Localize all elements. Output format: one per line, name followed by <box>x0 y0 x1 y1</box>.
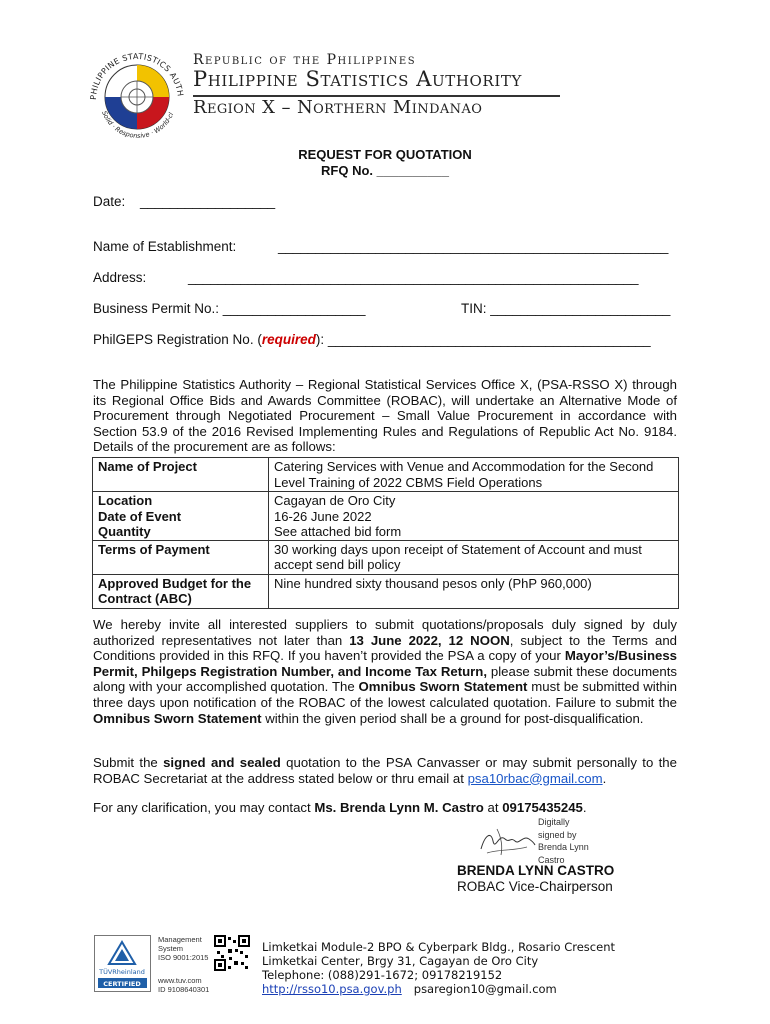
footer-email: psaregion10@gmail.com <box>413 982 557 996</box>
omnibus-statement-1: Omnibus Sworn Statement <box>358 679 528 695</box>
detail-value: 30 working days upon receipt of Statement of Account and must accept send bill policy <box>269 540 679 574</box>
signatory-role: ROBAC Vice-Chairperson <box>457 879 613 894</box>
tin-field: TIN: ________________________ <box>461 301 671 316</box>
signed-sealed: signed and sealed <box>163 755 281 770</box>
msys-line-3: ISO 9001:2015 <box>158 953 209 962</box>
digital-signature-note <box>538 816 589 866</box>
para2-text-3: please submit these documents along with your accomplished quotation. The <box>93 663 677 695</box>
philgeps-prefix: PhilGEPS Registration No. ( <box>93 332 262 347</box>
para4-text-2: at <box>483 800 503 815</box>
detail-value-date: 16-26 June 2022 <box>274 508 372 524</box>
invitation-paragraph <box>93 617 677 726</box>
seal-text-bottom: Solid · Responsive · World-cl <box>100 109 176 140</box>
seal-text-top: PHILIPPINE STATISTICS AUTH <box>88 51 185 101</box>
para3-text-2: quotation to the PSA Canvasser or may submit personally to the ROBAC Secretariat at the address stated below or thru email at <box>93 755 677 786</box>
sig-note-line-1: Digitally <box>538 817 570 827</box>
detail-value <box>269 492 679 541</box>
detail-value: Nine hundred sixty thousand pesos only (PhP 960,000) <box>269 574 679 608</box>
table-row <box>93 458 679 492</box>
management-system-info <box>158 935 213 994</box>
procurement-details-table <box>92 457 679 609</box>
philgeps-field <box>93 332 651 347</box>
required-documents: Mayor’s/Business Permit, Philgeps Registration Number, and Income Tax Return, <box>93 648 677 679</box>
sig-note-line-3: Brenda Lynn <box>538 842 589 852</box>
detail-label-quantity: Quantity <box>98 524 151 539</box>
para3-text-3: . <box>602 770 607 786</box>
address-label: Address: <box>93 270 147 285</box>
para2-text-1: We hereby invite all interested suppliers to submit quotations/proposals duly signed by duly authorized representatives not later than <box>93 617 677 648</box>
para3-text-1: Submit the <box>93 755 164 770</box>
robac-email-link[interactable]: psa10rbac@gmail.com <box>467 770 603 786</box>
required-marker: required <box>261 332 316 347</box>
signatory-name: BRENDA LYNN CASTRO <box>457 863 615 878</box>
rfq-number: RFQ No. __________ <box>321 163 449 178</box>
omnibus-statement-2: Omnibus Sworn Statement <box>93 710 262 726</box>
table-row <box>93 574 679 608</box>
table-row <box>93 492 679 541</box>
detail-label <box>93 492 269 541</box>
document-title: REQUEST FOR QUOTATION <box>298 147 472 162</box>
footer-contact-line <box>262 982 557 996</box>
footer-phone: Telephone: (088)291-1672; 09178219152 <box>262 968 503 982</box>
detail-label-date: Date of Event <box>98 508 182 524</box>
deadline: 13 June 2022, 12 NOON <box>349 632 510 648</box>
establishment-blank: ____________________________________________________ <box>278 239 669 254</box>
contact-name: Ms. Brenda Lynn M. Castro <box>314 800 484 815</box>
header-republic: Republic of the Philippines <box>193 52 417 68</box>
para4-text-1: For any clarification, you may contact <box>93 800 315 815</box>
msys-line-5: ID 9108640301 <box>158 985 210 994</box>
msys-line-2: System <box>158 944 184 953</box>
detail-value: Catering Services with Venue and Accommodation for the Second Level Training of 2022 CBMS Field Operations <box>269 458 679 492</box>
msys-line-1: Management <box>158 935 202 944</box>
website-link[interactable]: http://rsso10.psa.gov.ph <box>262 982 402 996</box>
para2-text-2: , subject to the Terms and Conditions provided in this RFQ. If you haven’t provided the PSA a copy of your <box>93 632 677 664</box>
msys-line-4: www.tuv.com <box>158 976 202 985</box>
contact-paragraph <box>93 800 677 816</box>
header-agency: Philippine Statistics Authority <box>193 67 522 91</box>
date-label: Date: <box>93 194 126 209</box>
business-permit-field: Business Permit No.: ___________________ <box>93 301 366 316</box>
handwritten-signature <box>477 823 537 859</box>
qr-code <box>214 935 250 971</box>
detail-label: Approved Budget for the Contract (ABC) <box>93 574 269 608</box>
psa-seal-logo <box>82 42 192 152</box>
intro-paragraph: The Philippine Statistics Authority – Regional Statistical Services Office X, (PSA-RSSO X) through its Regional Office Bids and Awards Committee (ROBAC), will undertake an Alternative Mode of Procurement through Negotiated Procurement – Small Value Procurement in accordance with Section 53.9 of the 2016 Revised Implementing Rules and Regulations of Republic Act No. 9184. Details of the procurement are as follows: <box>93 377 677 455</box>
detail-label-location: Location <box>98 493 153 508</box>
sig-note-line-2: signed by <box>538 829 577 840</box>
philgeps-suffix: ): ___________________________________________ <box>315 332 651 347</box>
tuv-certified: CERTIFIED <box>103 980 141 988</box>
detail-label: Terms of Payment <box>93 540 269 574</box>
para2-text-4: must be submitted within three days upon notification of the ROBAC of the lowest calculated quotation. Failure to submit the <box>93 679 677 710</box>
header-region: Region X – Northern Mindanao <box>193 97 483 118</box>
sig-note-line-4: Castro <box>538 854 565 865</box>
para4-text-3: . <box>582 800 587 815</box>
detail-label: Name of Project <box>93 458 269 492</box>
contact-number: 09175435245 <box>502 800 583 815</box>
date-blank: __________________ <box>140 194 276 209</box>
table-row <box>93 540 679 574</box>
detail-value-quantity: See attached bid form <box>274 524 402 539</box>
address-blank: ____________________________________________________________ <box>188 270 639 285</box>
para2-text-5: within the given period shall be a ground for post-disqualification. <box>261 710 644 726</box>
footer-address-1: Limketkai Module-2 BPO & Cyberpark Bldg., Rosario Crescent <box>262 940 615 954</box>
establishment-label: Name of Establishment: <box>93 239 237 254</box>
detail-value-location: Cagayan de Oro City <box>274 493 396 508</box>
tuv-certification-badge <box>94 935 151 992</box>
tuv-brand: TÜVRheinland <box>99 968 145 976</box>
footer-address-2: Limketkai Center, Brgy 31, Cagayan de Oro City <box>262 954 539 968</box>
submission-paragraph <box>93 755 677 786</box>
